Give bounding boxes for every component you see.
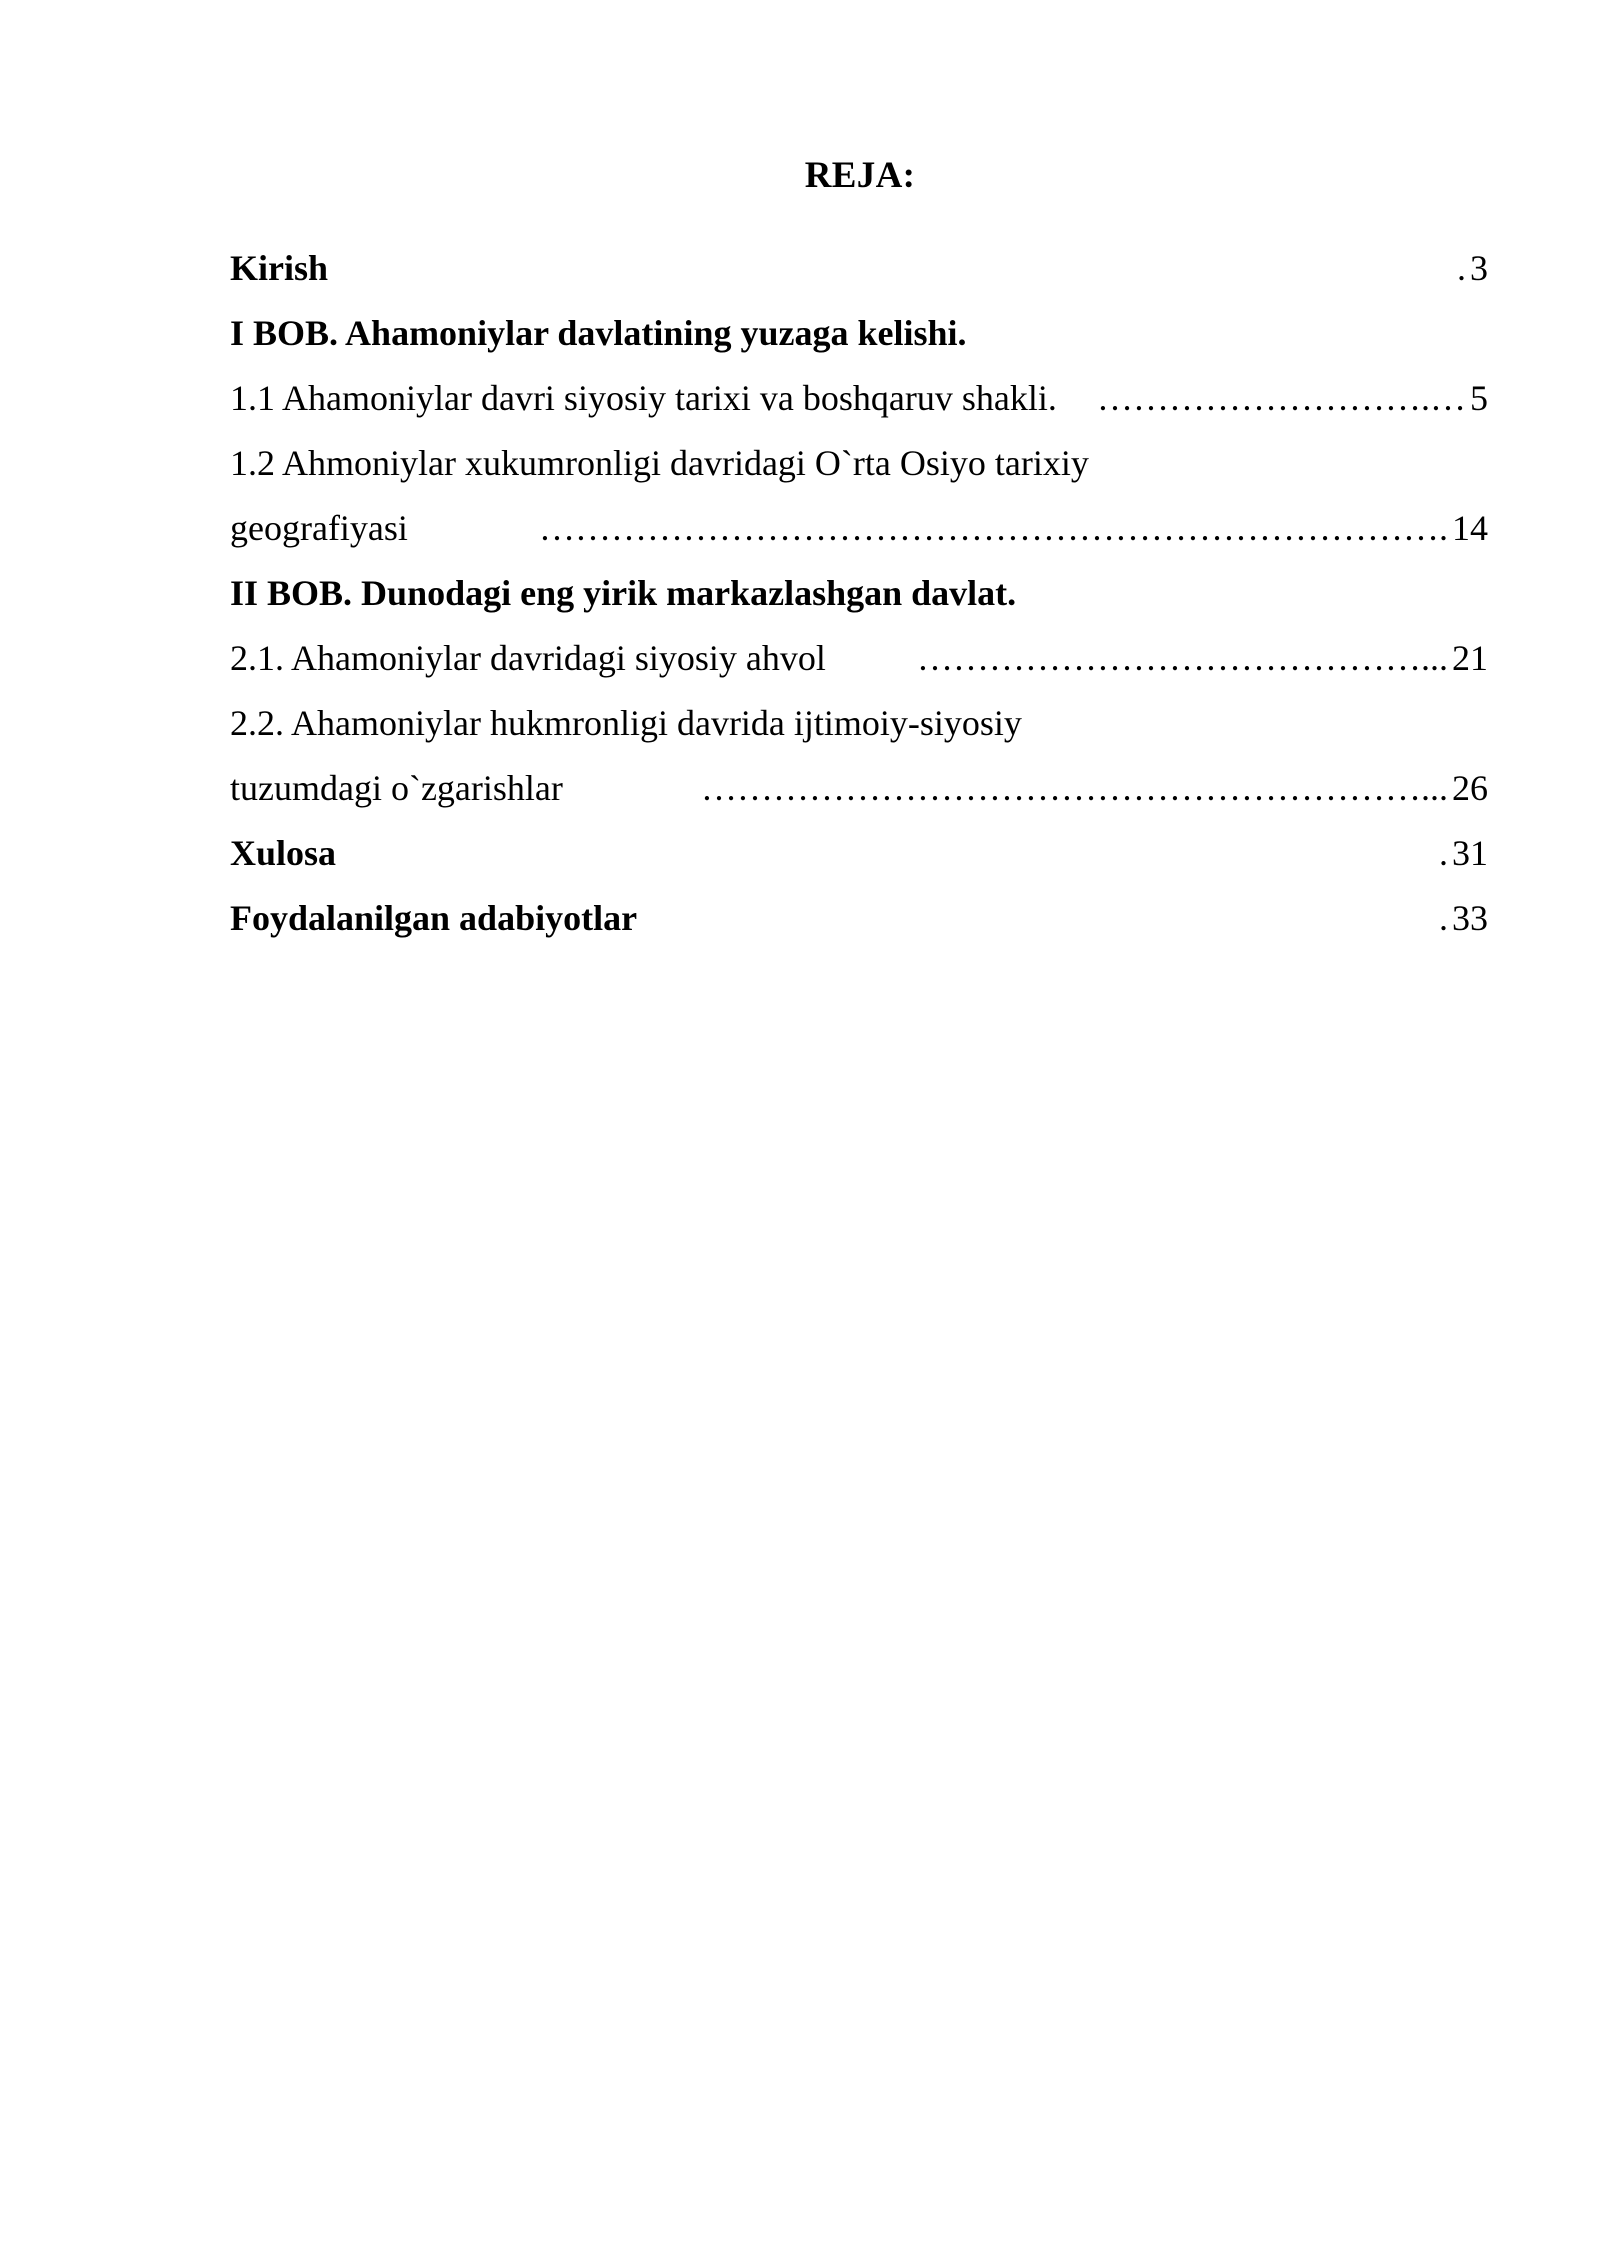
toc-leader: . bbox=[1457, 248, 1466, 288]
toc-entry-label: II BOB. Dunodagi eng yirik markazlashgan davlat. bbox=[230, 573, 1017, 613]
toc-leader: . bbox=[1439, 833, 1448, 873]
toc-entry-label: 1.1 Ahamoniylar davri siyosiy tarixi va boshqaruv shakli. bbox=[230, 378, 1057, 418]
toc-section-2-2 bbox=[230, 699, 1488, 764]
toc-entry-bibliography bbox=[230, 894, 1488, 959]
toc-entry-label: Kirish bbox=[230, 248, 329, 288]
toc-page-number: 14 bbox=[1450, 504, 1488, 552]
toc-section-1-2 bbox=[230, 439, 1488, 504]
toc-entry-kirish bbox=[230, 244, 1488, 309]
toc-chapter-1 bbox=[230, 309, 1488, 374]
toc-entry-label: Xulosa bbox=[230, 833, 337, 873]
toc-entry-label: 2.2. Ahamoniylar hukmronligi davrida ijtimoiy-siyosiy bbox=[230, 703, 1022, 743]
toc-entry-label: Foydalanilgan adabiyotlar bbox=[230, 898, 638, 938]
toc-page-number: 3 bbox=[1468, 244, 1488, 292]
toc-page-number: 21 bbox=[1450, 634, 1488, 682]
toc-page-number: 5 bbox=[1468, 374, 1488, 422]
toc-entry-label: I BOB. Ahamoniylar davlatining yuzaga kelishi. bbox=[230, 313, 967, 353]
toc-entry-label: 2.1. Ahamoniylar davridagi siyosiy ahvol bbox=[230, 638, 826, 678]
toc-section-1-1 bbox=[230, 374, 1488, 439]
toc-leader: ……………………….… bbox=[1097, 378, 1466, 418]
toc-entry-xulosa bbox=[230, 829, 1488, 894]
toc-leader: . bbox=[1439, 898, 1448, 938]
toc-page-number: 26 bbox=[1450, 764, 1488, 812]
page-title: REJA: bbox=[804, 155, 916, 196]
toc-entry-label: tuzumdagi o`zgarishlar bbox=[230, 768, 563, 808]
toc-leader: ……………………………………... bbox=[917, 638, 1448, 678]
toc-page-number: 33 bbox=[1450, 894, 1488, 942]
toc-section-2-1 bbox=[230, 634, 1488, 699]
toc-section-2-2-continued bbox=[230, 764, 1488, 829]
toc-leader: …………………………………………………………………. bbox=[539, 508, 1448, 548]
toc-section-1-2-continued bbox=[230, 504, 1488, 569]
table-of-contents bbox=[230, 244, 1488, 959]
toc-entry-label: 1.2 Ahmoniylar xukumronligi davridagi O`rta Osiyo tarixiy bbox=[230, 443, 1089, 483]
toc-entry-label: geografiyasi bbox=[230, 508, 408, 548]
toc-leader: ……………………………………………………... bbox=[701, 768, 1448, 808]
toc-chapter-2 bbox=[230, 569, 1488, 634]
toc-page-number: 31 bbox=[1450, 829, 1488, 877]
